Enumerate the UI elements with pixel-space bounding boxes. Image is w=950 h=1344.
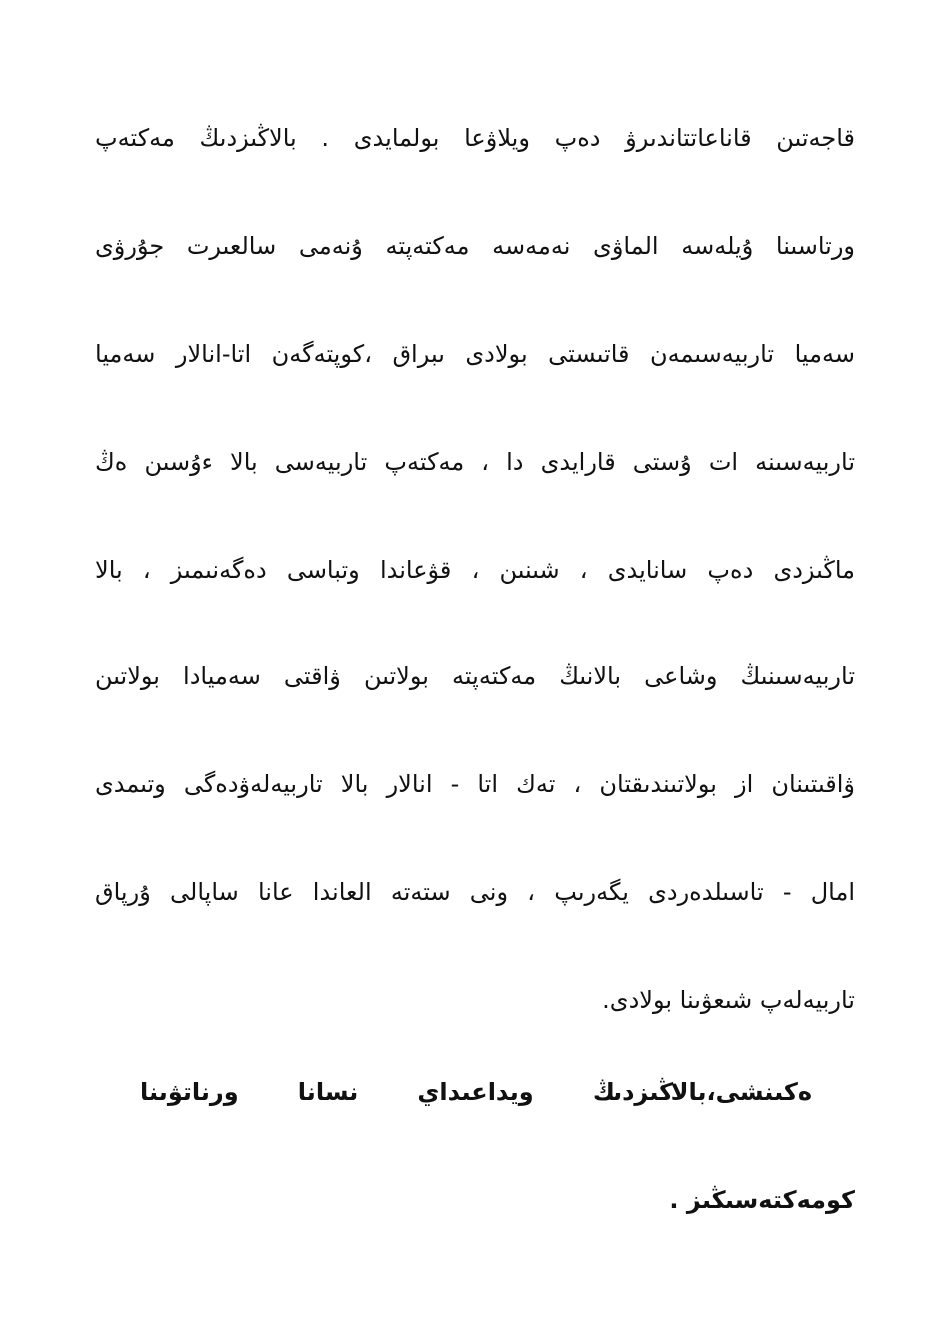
paragraph-line-5: ماڭىزدى دەپ سانايدى ، شىنىن ، قۋعاندا وتباسى دەگەنىمىز ، بالا [95, 556, 855, 584]
paragraph-line-1: قاجەتىن قاناعاتتاندىرۋ دەپ ويلاۋعا بولمايدى . بالاڭىزدىڭ مەكتەپ [95, 124, 855, 152]
paragraph-line-2: ورتاسىنا ۇيلەسە الماۋى نەمەسە مەكتەپتە ۇنەمى سالعىرت جۇرۋى [95, 232, 855, 260]
closing-line-2: كومەكتەسىڭىز . [669, 1186, 855, 1214]
paragraph-line-3: سەميا تاربيەسىمەن قاتىستى بولادى ىبراق ،كوپتەگەن اتا-انالار سەميا [95, 340, 855, 368]
paragraph-line-4: تاربيەسىنە ات ۇستى قارايدى دا ، مەكتەپ تاربيەسى بالا ءوُسىن ەڭ [95, 448, 855, 476]
paragraph-line-6: تاربيەسىنىڭ وشاعى بالانىڭ مەكتەپتە بولاتىن ۋاقتى سەميادا بولاتىن [95, 662, 855, 690]
paragraph-line-8: امال - تاسىلدەردى يگەرىپ ، ونى ستەتە العاندا عانا ساپالى ۇرپاق [95, 878, 855, 906]
paragraph-line-7: ۋاقىتىنان از بولاتىندىقتان ، تەك اتا - انالار بالا تاربيەلەۋدەگى وتىمدى [95, 770, 855, 798]
paragraph-line-9: تاربيەلەپ شىعۋىنا بولادى. [602, 986, 855, 1014]
closing-line-1: ەكىنشى،بالاڭىزدىڭ ويداعىداي نسانا ورناتۋىنا [140, 1078, 812, 1106]
